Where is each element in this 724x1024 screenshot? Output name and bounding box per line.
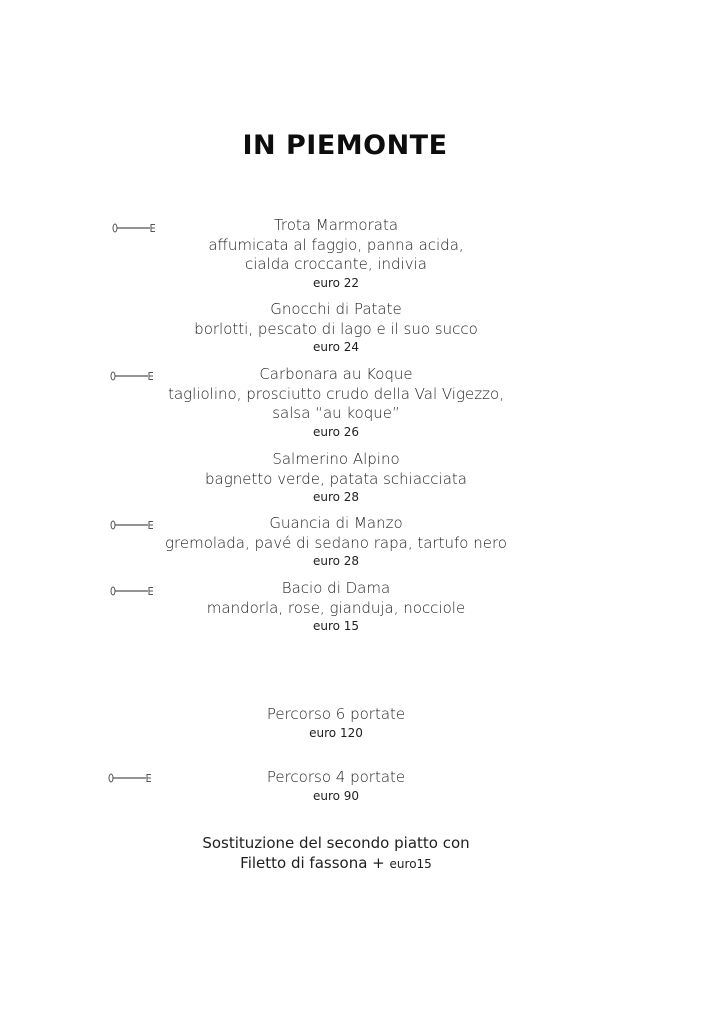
- dish-description-line: salsa “au koque”: [272, 404, 400, 422]
- dish-salmerino-alpino: [0, 450, 672, 505]
- tasting-menu-6: [0, 705, 672, 741]
- dish-description-line: affumicata al faggio, panna acida,: [208, 235, 464, 254]
- dish-price: euro 24: [312, 340, 360, 354]
- dish-description-line: mandorla, rose, gianduja, nocciole: [206, 598, 466, 617]
- dish-price: euro 26: [312, 424, 360, 439]
- note-line-2: [0, 853, 672, 874]
- note-line-2-text: Filetto di fassona +: [240, 854, 385, 872]
- tasting-name: Percorso 4 portate: [266, 768, 406, 786]
- dish-guancia-di-manzo: [0, 514, 672, 569]
- dish-price: euro 15: [312, 619, 360, 633]
- dish-bacio-di-dama: [0, 579, 672, 634]
- dish-price: euro 28: [312, 554, 360, 568]
- dish-description-line: bagnetto verde, patata schiacciata: [205, 469, 467, 488]
- dish-description-line: gremolada, pavé di sedano rapa, tartufo nero: [165, 533, 507, 552]
- note-line-1: Sostituzione del secondo piatto con: [202, 834, 470, 852]
- dish-description-line: borlotti, pescato di lago e il suo succo: [194, 319, 478, 338]
- dish-name: Gnocchi di Patate: [270, 300, 402, 318]
- dish-carbonara-au-koque: [0, 365, 672, 440]
- substitution-note: [0, 833, 672, 874]
- tasting-name: Percorso 6 portate: [266, 705, 406, 723]
- dish-name: Bacio di Dama: [281, 579, 391, 597]
- tasting-menu-4: [0, 768, 672, 804]
- dish-name: Carbonara au Koque: [259, 365, 413, 383]
- dish-price: euro 22: [312, 275, 360, 290]
- dish-trota-marmorata: [0, 216, 672, 291]
- tasting-price: euro 120: [309, 725, 363, 740]
- dish-name: Guancia di Manzo: [269, 514, 403, 532]
- dish-gnocchi-di-patate: [0, 300, 672, 355]
- tasting-price: euro 90: [312, 788, 360, 803]
- dish-price: euro 28: [312, 490, 360, 504]
- dish-description-line: tagliolino, prosciutto crudo della Val Vigezzo,: [168, 384, 504, 403]
- menu-title: IN PIEMONTE: [242, 130, 448, 161]
- dish-name: Trota Marmorata: [273, 216, 399, 234]
- dish-name: Salmerino Alpino: [272, 450, 400, 468]
- dish-description-line: cialda croccante, indivia: [245, 255, 427, 273]
- note-price: euro15: [389, 857, 432, 871]
